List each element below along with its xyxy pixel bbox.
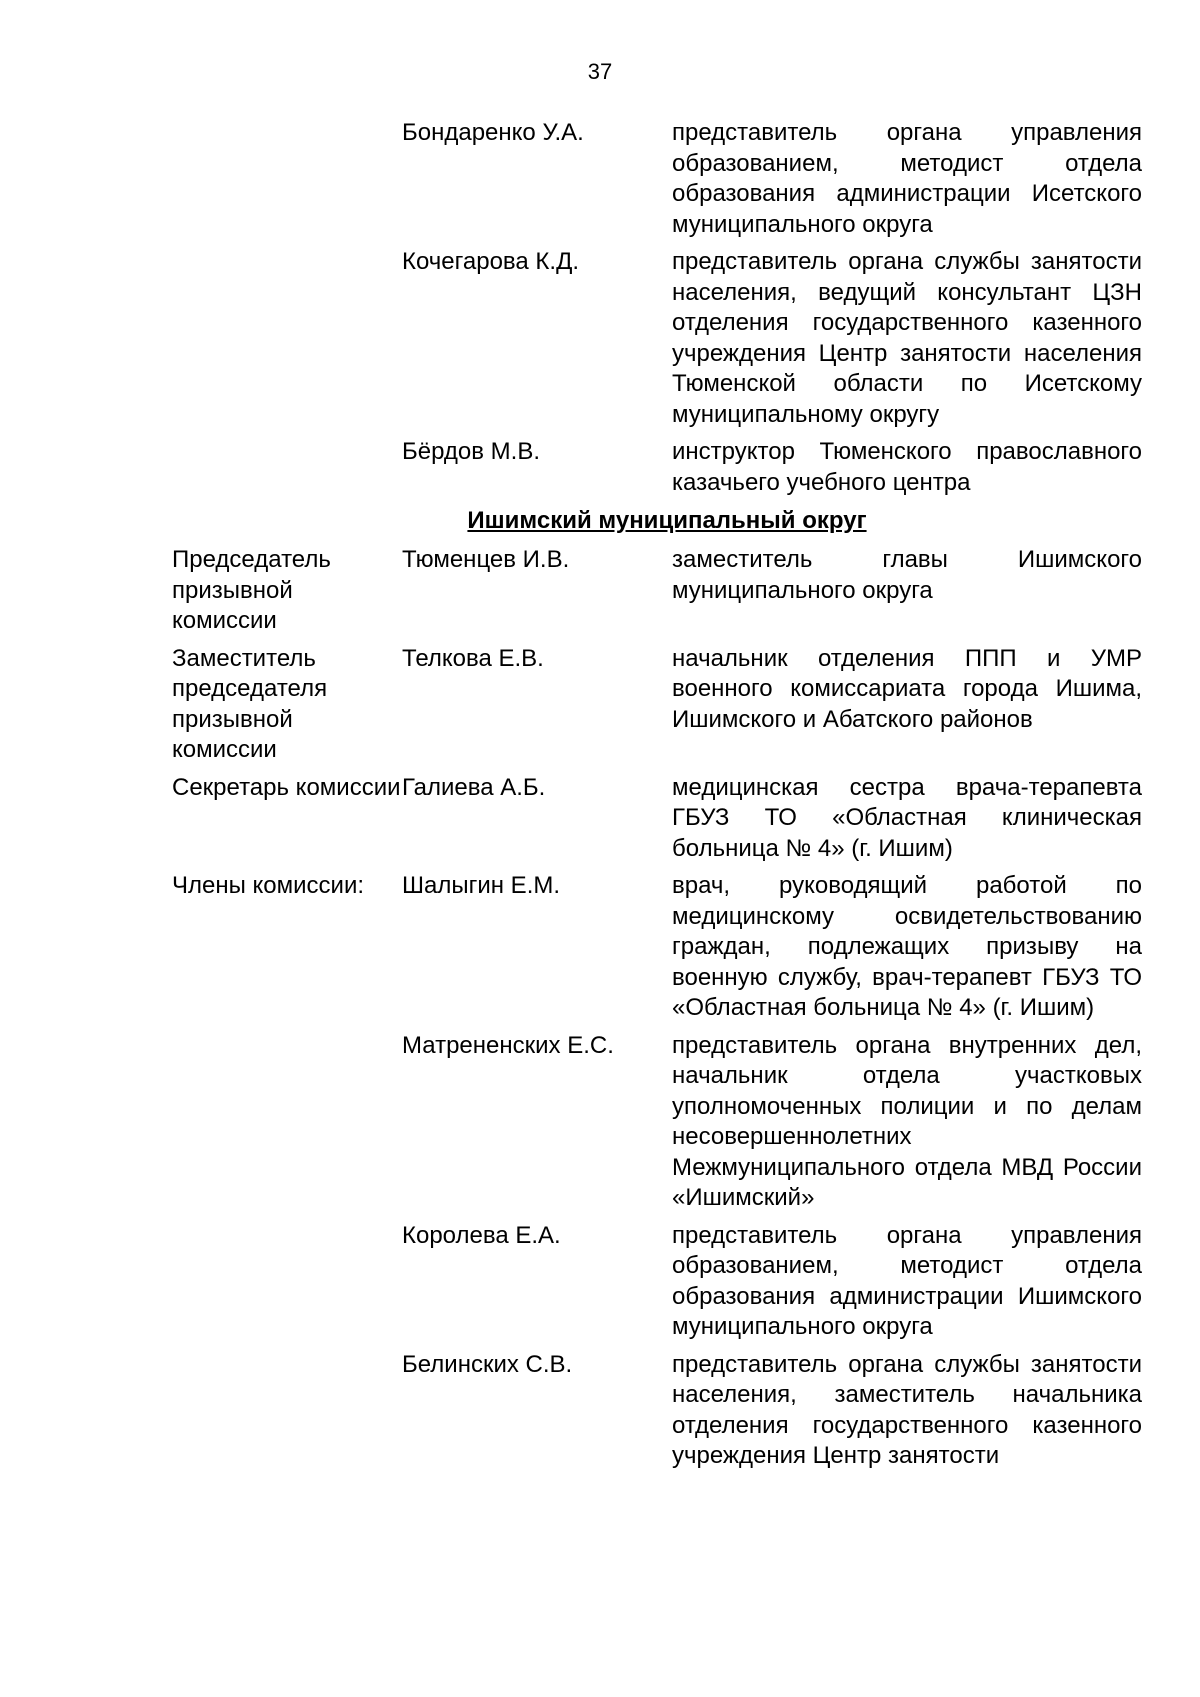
section-heading: Ишимский муниципальный округ [467, 507, 867, 534]
member-row [172, 1031, 1152, 1214]
member-role [172, 118, 402, 240]
member-row [172, 118, 1152, 240]
member-description: медицинская сестра врача-терапевта ГБУЗ ТО «Областная клиническая больница № 4» (г. Ишим) [672, 773, 1142, 862]
member-role [172, 437, 402, 498]
member-row [172, 1221, 1152, 1343]
member-description: представитель органа управления образованием, методист отдела образования администрации Исетского муниципального округа [672, 119, 1142, 238]
member-name: Тюменцев И.В. [402, 546, 570, 573]
member-description: представитель органа службы занятости населения, заместитель начальника отделения государственного казенного учреждения Центр занятости [672, 1350, 1142, 1469]
member-role [172, 1221, 402, 1343]
member-name: Бёрдов М.В. [402, 438, 540, 465]
member-name: Королева Е.А. [402, 1221, 561, 1249]
member-description: представитель органа внутренних дел, начальник отдела участковых уполномоченных полиции и по делам несовершеннолетних Межмуниципального отдела МВД России «Ишимский» [672, 1031, 1142, 1211]
page-number: 37 [587, 59, 613, 84]
member-name: Белинских С.В. [402, 1350, 573, 1378]
member-name: Галиева А.Б. [402, 773, 546, 801]
member-name: Шалыгин Е.М. [402, 872, 561, 899]
member-role [172, 1350, 402, 1472]
member-name: Бондаренко У.А. [402, 119, 584, 146]
member-role [172, 1031, 402, 1214]
member-description: начальник отделения ППП и УМР военного комиссариата города Ишима, Ишимского и Абатского районов [672, 644, 1142, 733]
member-role: Председатель призывной комиссии [172, 546, 331, 634]
member-row [172, 644, 1152, 766]
member-role: Члены комиссии: [172, 872, 365, 899]
member-row [172, 545, 1152, 637]
member-description: врач, руководящий работой по медицинскому освидетельствованию граждан, подлежащих призыву на военную службу, врач-терапевт ГБУЗ ТО «Областная больница № 4» (г. Ишим) [672, 872, 1142, 1021]
member-description: представитель органа управления образованием, методист отдела образования администрации Ишимского муниципального округа [672, 1221, 1142, 1340]
commission-list [172, 118, 1152, 1479]
member-name: Кочегарова К.Д. [402, 248, 579, 275]
member-row [172, 437, 1152, 498]
member-name: Телкова Е.В. [402, 644, 544, 672]
member-description: инструктор Тюменского православного казачьего учебного центра [672, 438, 1142, 496]
member-role [172, 247, 402, 430]
member-description: представитель органа службы занятости населения, ведущий консультант ЦЗН отделения государственного казенного учреждения Центр занятости населения Тюменской области по Исетскому муниципальному округу [672, 248, 1142, 428]
member-role: Заместитель председателя призывной комиссии [172, 644, 328, 763]
member-row [172, 773, 1152, 865]
member-row [172, 1350, 1152, 1472]
member-description: заместитель главы Ишимского муниципального округа [672, 546, 1142, 604]
member-name: Матрененских Е.С. [402, 1031, 614, 1059]
member-role: Секретарь комиссии [172, 773, 401, 801]
member-row [172, 871, 1152, 1024]
member-row [172, 247, 1152, 430]
